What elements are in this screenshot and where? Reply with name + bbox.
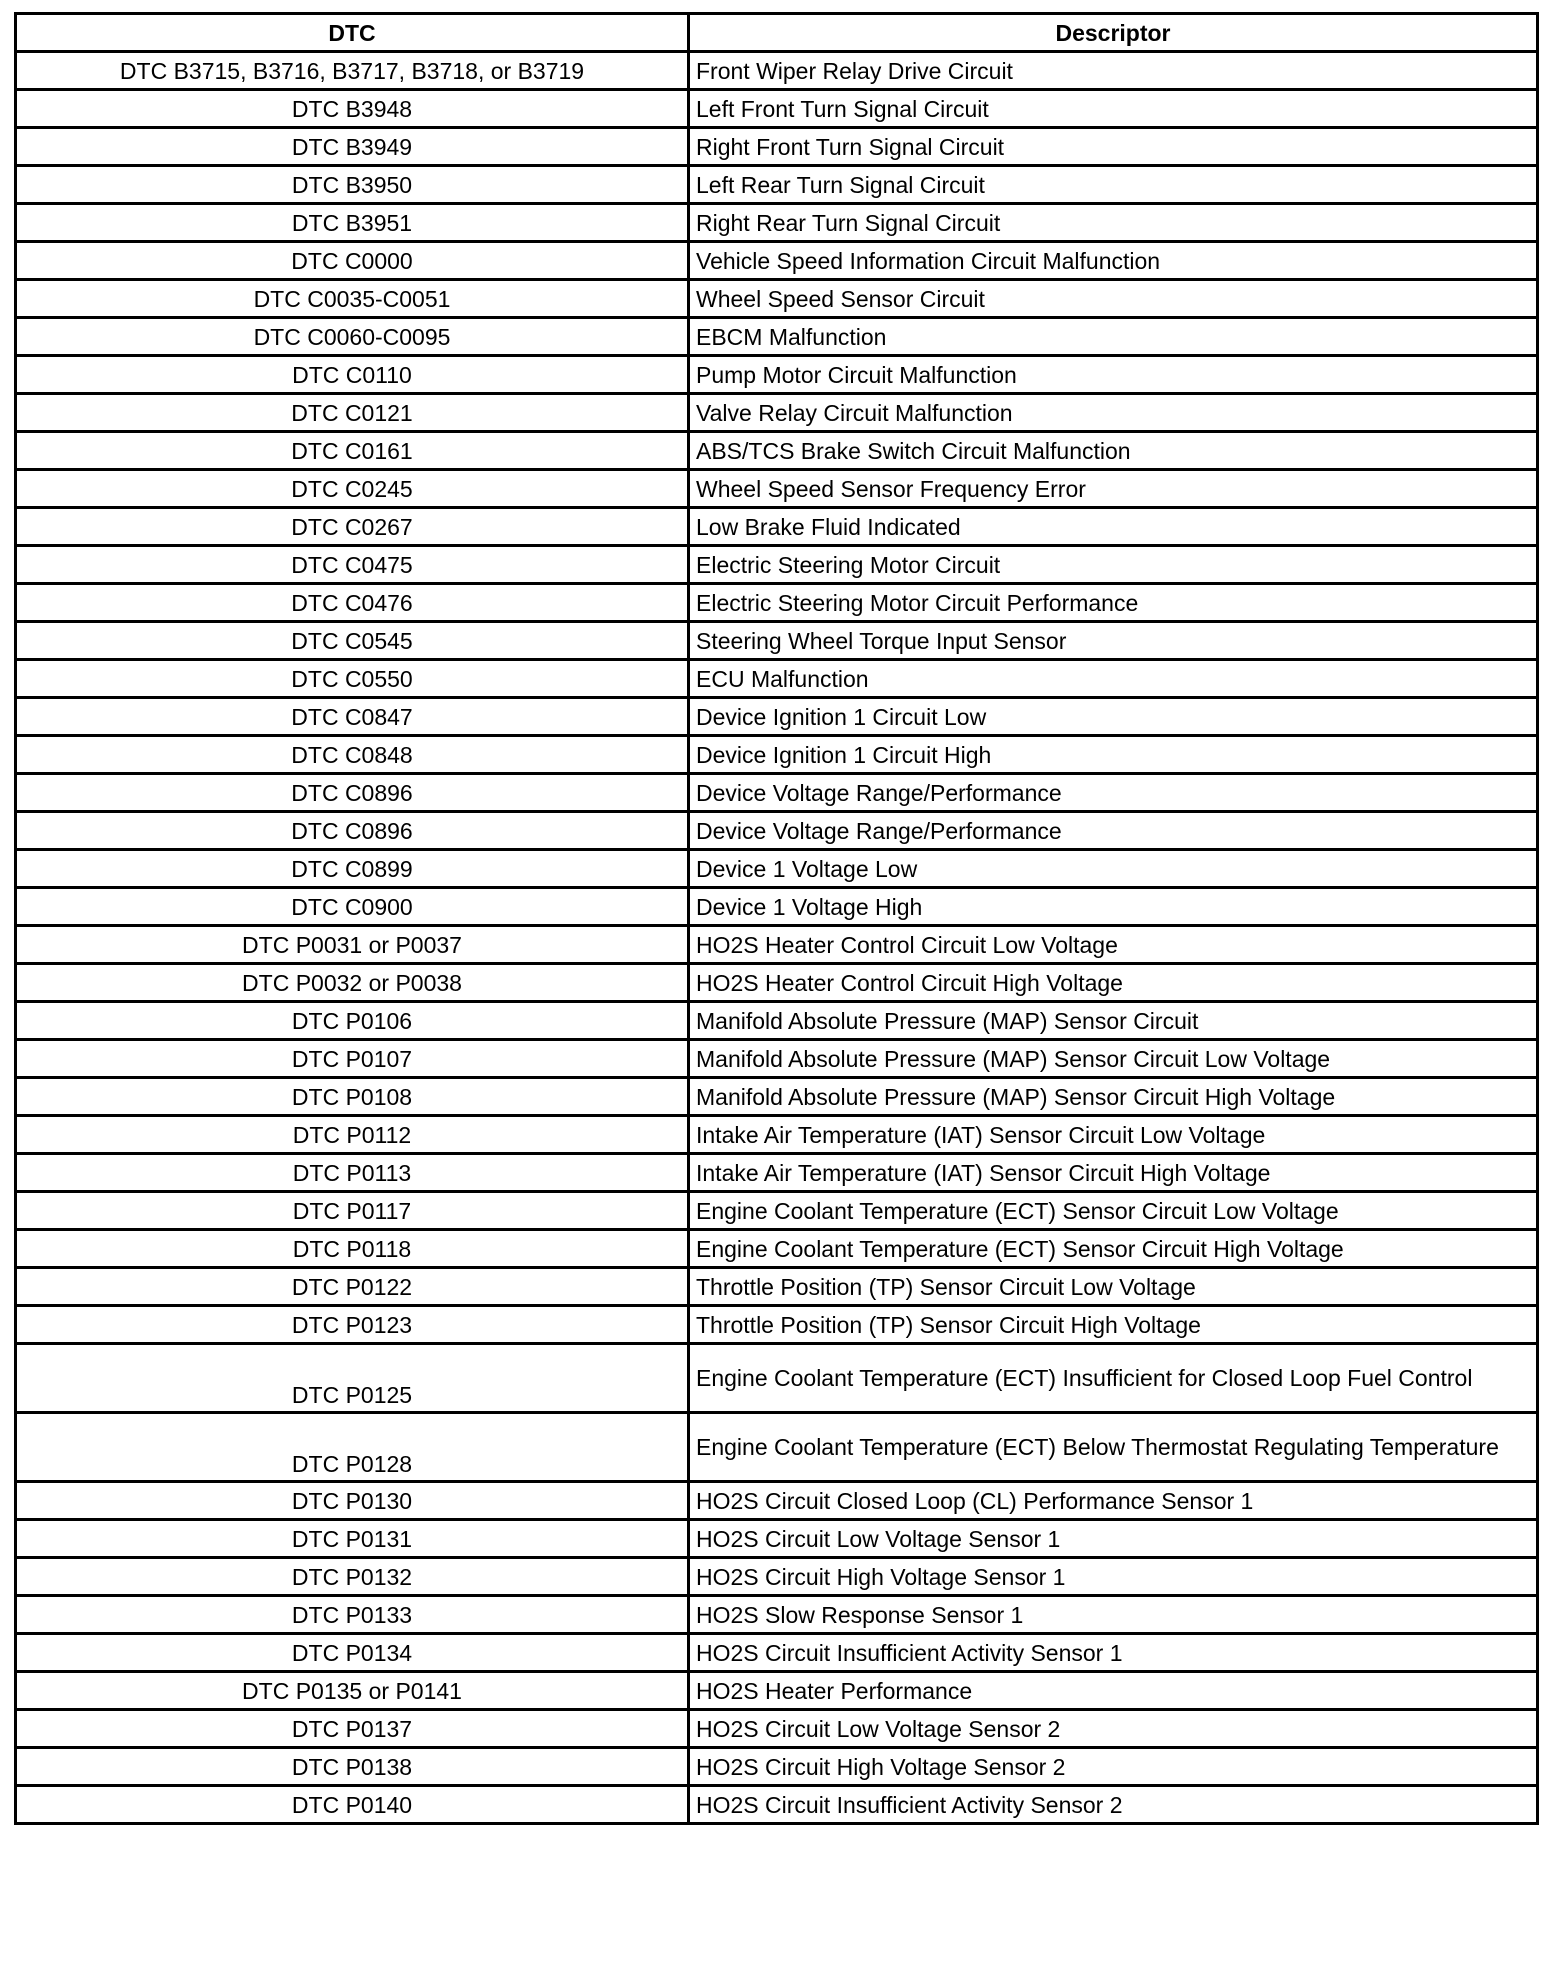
- dtc-code-cell: DTC C0035-C0051: [16, 280, 689, 318]
- dtc-code-cell: DTC B3715, B3716, B3717, B3718, or B3719: [16, 52, 689, 90]
- table-row: [16, 280, 1538, 318]
- table-row: [16, 1710, 1538, 1748]
- dtc-code-cell: DTC P0131: [16, 1520, 689, 1558]
- descriptor-cell: ECU Malfunction: [689, 660, 1538, 698]
- table-row: [16, 318, 1538, 356]
- table-row: [16, 1002, 1538, 1040]
- table-row: [16, 1344, 1538, 1413]
- descriptor-cell: HO2S Circuit Low Voltage Sensor 1: [689, 1520, 1538, 1558]
- table-row: [16, 1306, 1538, 1344]
- descriptor-cell: HO2S Circuit High Voltage Sensor 1: [689, 1558, 1538, 1596]
- descriptor-cell: Intake Air Temperature (IAT) Sensor Circuit Low Voltage: [689, 1116, 1538, 1154]
- table-row: [16, 394, 1538, 432]
- dtc-code-cell: DTC C0899: [16, 850, 689, 888]
- table-row: [16, 166, 1538, 204]
- dtc-code-cell: DTC P0118: [16, 1230, 689, 1268]
- dtc-code-cell: DTC P0106: [16, 1002, 689, 1040]
- descriptor-cell: Electric Steering Motor Circuit: [689, 546, 1538, 584]
- descriptor-cell: Device Voltage Range/Performance: [689, 812, 1538, 850]
- table-row: [16, 1154, 1538, 1192]
- dtc-code-cell: DTC C0110: [16, 356, 689, 394]
- descriptor-cell: Steering Wheel Torque Input Sensor: [689, 622, 1538, 660]
- table-row: [16, 546, 1538, 584]
- dtc-code-cell: DTC C0900: [16, 888, 689, 926]
- table-row: [16, 584, 1538, 622]
- descriptor-cell: Engine Coolant Temperature (ECT) Below Thermostat Regulating Temperature: [689, 1413, 1538, 1482]
- table-row: [16, 1192, 1538, 1230]
- descriptor-cell: Device Voltage Range/Performance: [689, 774, 1538, 812]
- descriptor-cell: Right Front Turn Signal Circuit: [689, 128, 1538, 166]
- dtc-code-cell: DTC P0122: [16, 1268, 689, 1306]
- descriptor-cell: Intake Air Temperature (IAT) Sensor Circuit High Voltage: [689, 1154, 1538, 1192]
- table-row: [16, 1748, 1538, 1786]
- dtc-code-cell: DTC P0113: [16, 1154, 689, 1192]
- descriptor-cell: Manifold Absolute Pressure (MAP) Sensor Circuit High Voltage: [689, 1078, 1538, 1116]
- dtc-code-cell: DTC P0138: [16, 1748, 689, 1786]
- dtc-code-cell: DTC P0132: [16, 1558, 689, 1596]
- descriptor-cell: HO2S Heater Control Circuit Low Voltage: [689, 926, 1538, 964]
- descriptor-cell: HO2S Circuit High Voltage Sensor 2: [689, 1748, 1538, 1786]
- descriptor-cell: Device 1 Voltage Low: [689, 850, 1538, 888]
- table-row: [16, 1596, 1538, 1634]
- dtc-code-cell: DTC P0125: [16, 1344, 689, 1413]
- dtc-code-cell: DTC P0108: [16, 1078, 689, 1116]
- descriptor-cell: Engine Coolant Temperature (ECT) Insufficient for Closed Loop Fuel Control: [689, 1344, 1538, 1413]
- dtc-code-cell: DTC P0128: [16, 1413, 689, 1482]
- table-row: [16, 622, 1538, 660]
- dtc-code-cell: DTC C0848: [16, 736, 689, 774]
- dtc-table: [14, 12, 1539, 1825]
- descriptor-cell: Wheel Speed Sensor Circuit: [689, 280, 1538, 318]
- table-row: [16, 1040, 1538, 1078]
- dtc-code-cell: DTC P0107: [16, 1040, 689, 1078]
- dtc-code-cell: DTC B3951: [16, 204, 689, 242]
- dtc-code-cell: DTC P0140: [16, 1786, 689, 1824]
- table-row: [16, 1672, 1538, 1710]
- dtc-code-cell: DTC C0896: [16, 812, 689, 850]
- table-row: [16, 774, 1538, 812]
- dtc-code-cell: DTC P0032 or P0038: [16, 964, 689, 1002]
- descriptor-cell: HO2S Circuit Insufficient Activity Sensor 1: [689, 1634, 1538, 1672]
- dtc-code-cell: DTC C0550: [16, 660, 689, 698]
- dtc-code-cell: DTC C0476: [16, 584, 689, 622]
- descriptor-cell: HO2S Circuit Insufficient Activity Sensor 2: [689, 1786, 1538, 1824]
- dtc-code-cell: DTC C0475: [16, 546, 689, 584]
- descriptor-cell: Wheel Speed Sensor Frequency Error: [689, 470, 1538, 508]
- table-row: [16, 1413, 1538, 1482]
- dtc-code-cell: DTC P0123: [16, 1306, 689, 1344]
- dtc-code-cell: DTC B3950: [16, 166, 689, 204]
- descriptor-cell: Pump Motor Circuit Malfunction: [689, 356, 1538, 394]
- descriptor-cell: HO2S Heater Control Circuit High Voltage: [689, 964, 1538, 1002]
- descriptor-cell: EBCM Malfunction: [689, 318, 1538, 356]
- descriptor-cell: Left Front Turn Signal Circuit: [689, 90, 1538, 128]
- descriptor-cell: Throttle Position (TP) Sensor Circuit High Voltage: [689, 1306, 1538, 1344]
- dtc-code-cell: DTC C0545: [16, 622, 689, 660]
- dtc-code-cell: DTC C0121: [16, 394, 689, 432]
- header-descriptor: Descriptor: [689, 14, 1538, 52]
- table-row: [16, 1116, 1538, 1154]
- table-row: [16, 1786, 1538, 1824]
- dtc-code-cell: DTC P0134: [16, 1634, 689, 1672]
- table-row: [16, 90, 1538, 128]
- table-row: [16, 1230, 1538, 1268]
- table-row: [16, 52, 1538, 90]
- table-row: [16, 432, 1538, 470]
- descriptor-cell: ABS/TCS Brake Switch Circuit Malfunction: [689, 432, 1538, 470]
- dtc-code-cell: DTC C0847: [16, 698, 689, 736]
- table-row: [16, 1268, 1538, 1306]
- dtc-code-cell: DTC P0130: [16, 1482, 689, 1520]
- table-row: [16, 850, 1538, 888]
- table-row: [16, 1482, 1538, 1520]
- descriptor-cell: Device Ignition 1 Circuit Low: [689, 698, 1538, 736]
- table-row: [16, 242, 1538, 280]
- table-row: [16, 470, 1538, 508]
- dtc-code-cell: DTC C0060-C0095: [16, 318, 689, 356]
- dtc-code-cell: DTC C0896: [16, 774, 689, 812]
- table-row: [16, 356, 1538, 394]
- table-row: [16, 1078, 1538, 1116]
- table-body: [16, 52, 1538, 1824]
- dtc-code-cell: DTC P0031 or P0037: [16, 926, 689, 964]
- header-dtc: DTC: [16, 14, 689, 52]
- dtc-code-cell: DTC B3949: [16, 128, 689, 166]
- table-row: [16, 698, 1538, 736]
- dtc-code-cell: DTC C0267: [16, 508, 689, 546]
- table-row: [16, 508, 1538, 546]
- descriptor-cell: Engine Coolant Temperature (ECT) Sensor Circuit Low Voltage: [689, 1192, 1538, 1230]
- table-row: [16, 888, 1538, 926]
- dtc-code-cell: DTC P0135 or P0141: [16, 1672, 689, 1710]
- table-row: [16, 1558, 1538, 1596]
- descriptor-cell: Low Brake Fluid Indicated: [689, 508, 1538, 546]
- descriptor-cell: Left Rear Turn Signal Circuit: [689, 166, 1538, 204]
- descriptor-cell: Device 1 Voltage High: [689, 888, 1538, 926]
- dtc-code-cell: DTC C0161: [16, 432, 689, 470]
- table-row: [16, 964, 1538, 1002]
- descriptor-cell: Valve Relay Circuit Malfunction: [689, 394, 1538, 432]
- dtc-code-cell: DTC P0137: [16, 1710, 689, 1748]
- header-row: [16, 14, 1538, 52]
- dtc-code-cell: DTC P0117: [16, 1192, 689, 1230]
- descriptor-cell: HO2S Slow Response Sensor 1: [689, 1596, 1538, 1634]
- descriptor-cell: HO2S Circuit Low Voltage Sensor 2: [689, 1710, 1538, 1748]
- table-row: [16, 812, 1538, 850]
- descriptor-cell: Throttle Position (TP) Sensor Circuit Low Voltage: [689, 1268, 1538, 1306]
- descriptor-cell: Manifold Absolute Pressure (MAP) Sensor Circuit: [689, 1002, 1538, 1040]
- dtc-code-cell: DTC C0245: [16, 470, 689, 508]
- table-row: [16, 926, 1538, 964]
- table-row: [16, 204, 1538, 242]
- descriptor-cell: Electric Steering Motor Circuit Performance: [689, 584, 1538, 622]
- descriptor-cell: Front Wiper Relay Drive Circuit: [689, 52, 1538, 90]
- table-row: [16, 736, 1538, 774]
- descriptor-cell: Vehicle Speed Information Circuit Malfunction: [689, 242, 1538, 280]
- descriptor-cell: Device Ignition 1 Circuit High: [689, 736, 1538, 774]
- descriptor-cell: HO2S Circuit Closed Loop (CL) Performance Sensor 1: [689, 1482, 1538, 1520]
- dtc-code-cell: DTC P0133: [16, 1596, 689, 1634]
- dtc-code-cell: DTC C0000: [16, 242, 689, 280]
- table-row: [16, 660, 1538, 698]
- descriptor-cell: HO2S Heater Performance: [689, 1672, 1538, 1710]
- table-row: [16, 1634, 1538, 1672]
- descriptor-cell: Right Rear Turn Signal Circuit: [689, 204, 1538, 242]
- descriptor-cell: Manifold Absolute Pressure (MAP) Sensor Circuit Low Voltage: [689, 1040, 1538, 1078]
- dtc-code-cell: DTC B3948: [16, 90, 689, 128]
- table-row: [16, 1520, 1538, 1558]
- dtc-code-cell: DTC P0112: [16, 1116, 689, 1154]
- descriptor-cell: Engine Coolant Temperature (ECT) Sensor Circuit High Voltage: [689, 1230, 1538, 1268]
- table-row: [16, 128, 1538, 166]
